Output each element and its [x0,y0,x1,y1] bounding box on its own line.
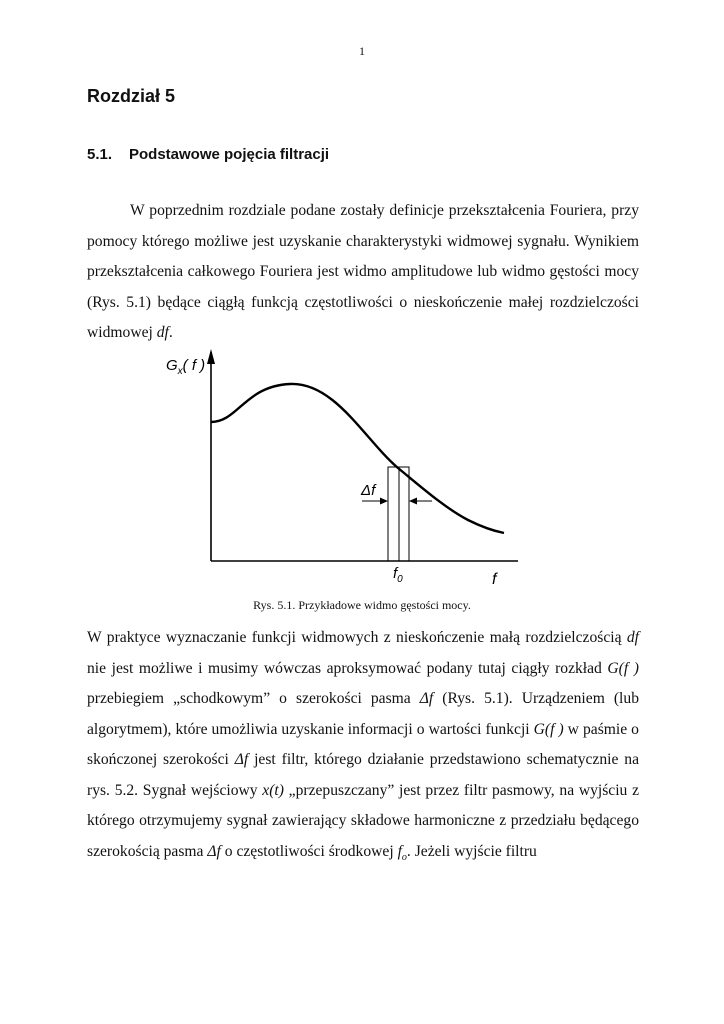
delta-arrow-right-head [409,498,417,505]
paragraph-1-end: . [168,324,173,341]
spectrum-figure [0,340,724,595]
f0-label: $f_0$ [393,565,403,585]
p2-s4: (Rys. 5.1). Urządzeniem (lub algorytmem), które umożliwia uzyskanie informacji o wartości funkcji [87,690,639,738]
p2-s9: . Jeżeli wyjście filtru [406,842,537,860]
paragraph-2 [87,623,639,873]
paragraph-1 [87,196,639,349]
chapter-title: Rozdział 5 [87,86,176,106]
paragraph-1-text: W poprzednim rozdziale podane zostały definicje przekształcenia Fouriera, przy pomocy którego możliwe jest uzyskanie charakterystyki widmowej sygnału. Wynikiem przekształcenia całkowego Fouriera jest widmo amplitudowe lub widmo gęstości mocy (Rys. 5.1) będące ciągłą funkcją częstotliwości o nieskończenie małej rozdzielczości widmowej [87,202,639,341]
paragraph-1-df: df [156,324,169,341]
p2-delta3: Δf [207,842,221,860]
p2-s5: w paśmie o skończonej szerokości [87,720,639,768]
spectrum-curve [211,384,504,533]
p2-G2: G(f ) [533,720,564,738]
p2-delta2: Δf [234,751,249,768]
x-axis-label: f [492,571,497,588]
figure-caption: Rys. 5.1. Przykładowe widmo gęstości mocy. [253,598,471,612]
p2-delta1: Δf [419,690,434,707]
band-rect-right [399,467,409,561]
y-axis-arrow [207,349,215,364]
p2-s8: o częstotliwości środkowej [220,842,398,860]
p2-x: x(t) [262,781,284,799]
p2-s1: W praktyce wyznaczanie funkcji widmowych z nieskończenie małą rozdzielczością [87,629,627,646]
section-heading [87,146,329,163]
p2-s3: przebiegiem „schodkowym” o szerokości pasma [87,690,420,707]
p2-G1: G(f ) [607,659,639,677]
delta-f-label: Δf [361,482,376,499]
section-number: 5.1. [87,146,113,163]
delta-arrow-left-head [380,498,388,505]
p2-df: df [626,629,639,646]
p2-s7: „przepuszczany” jest przez filtr pasmowy, na wyjściu z którego otrzymujemy sygnał zawierający składowe harmoniczne z przedziału będącego szerokością pasma [87,781,640,860]
band-rect-left [388,467,399,561]
section-title: Podstawowe pojęcia filtracji [129,146,330,163]
p2-s6: jest filtr, którego działanie przedstawiono schematycznie na rys. 5.2. Sygnał wejściowy [87,751,639,799]
page-number: 1 [359,44,365,58]
p2-s2: nie jest możliwe i musimy wówczas aproksymować podany tutaj ciągły rozkład [87,659,608,677]
y-axis-label: $G_x$( f ) [166,357,206,377]
p2-f-sub: o [401,851,407,863]
p2-f: f [397,842,402,860]
